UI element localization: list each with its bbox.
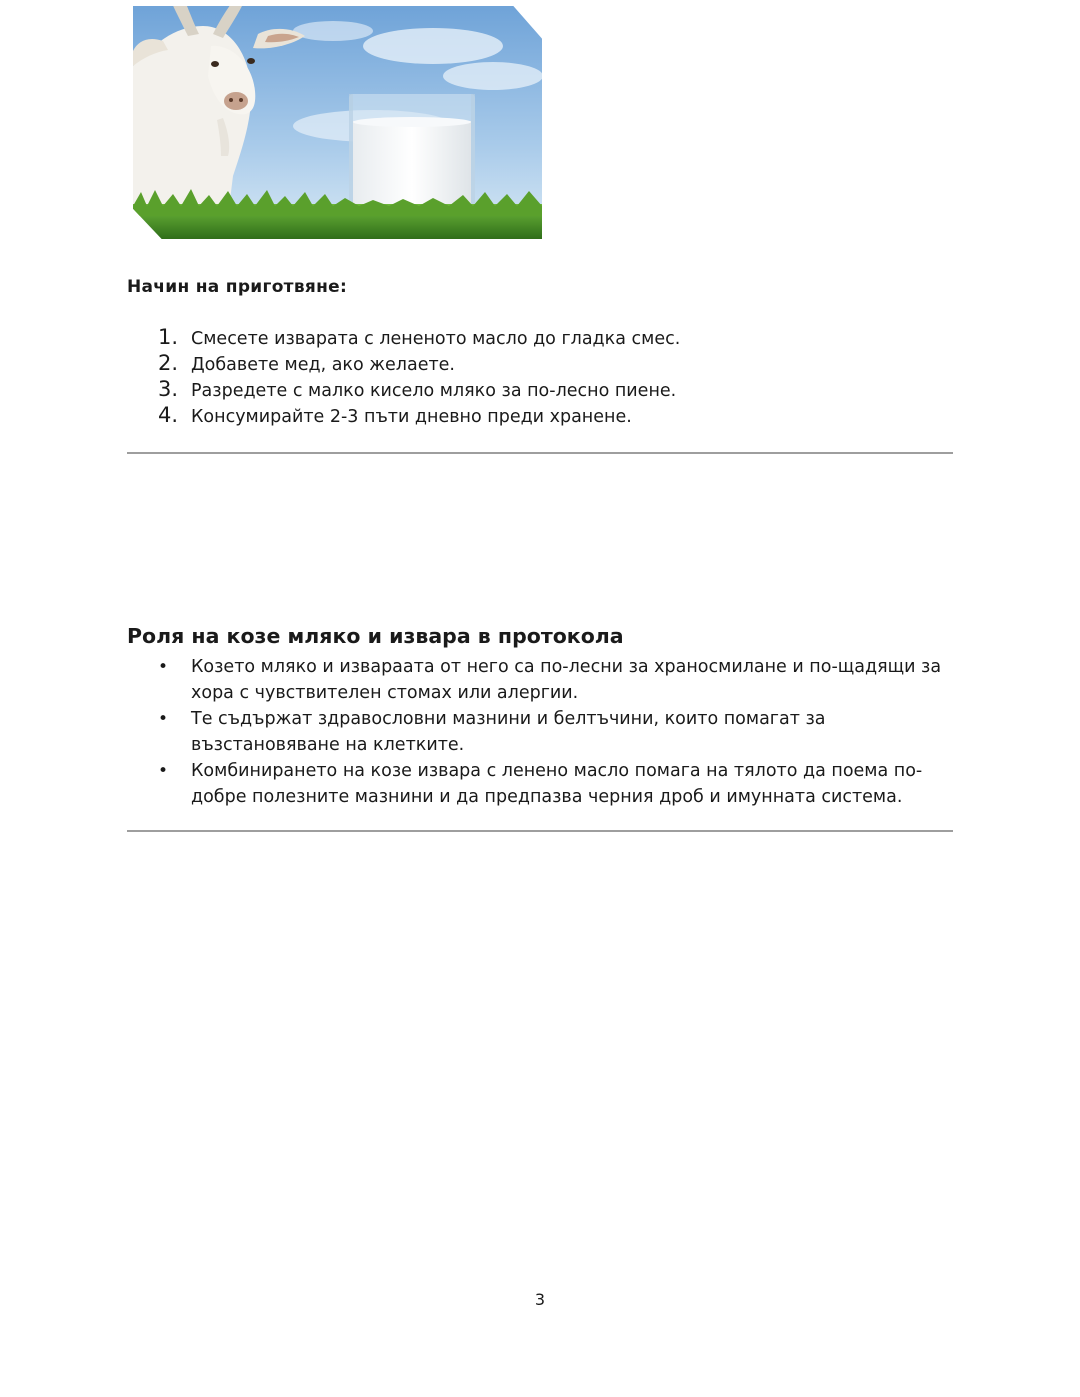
- step-text: Добавете мед, ако желаете.: [191, 355, 455, 375]
- role-title: Роля на козе мляко и извара в протокола: [127, 624, 624, 648]
- step-number: 3.: [158, 377, 179, 401]
- list-item: [158, 654, 948, 706]
- list-item: [158, 377, 680, 403]
- step-text: Разредете с малко кисело мляко за по-лесно пиене.: [191, 381, 677, 401]
- list-item: [158, 325, 680, 351]
- bullet-icon: •: [158, 709, 169, 729]
- goat-milk-illustration: [133, 6, 542, 239]
- step-number: 4.: [158, 403, 179, 427]
- step-text: Консумирайте 2-3 пъти дневно преди хранене.: [191, 407, 632, 427]
- step-number: 1.: [158, 325, 179, 349]
- list-item: [158, 351, 680, 377]
- list-item: [158, 758, 948, 810]
- bullet-text: Комбинирането на козе извара с ленено масло помага на тялото да поема по-добре полезните мазнини и да предпазва черния дроб и имунната система.: [191, 761, 923, 807]
- bullet-text: Те съдържат здравословни мазнини и белтъчини, които помагат за възстановяване на клетките.: [191, 709, 826, 755]
- bullet-text: Козето мляко и извараата от него са по-лесни за храносмилане и по-щадящи за хора с чувствителен стомах или алергии.: [191, 657, 942, 703]
- preparation-title: Начин на приготвяне:: [127, 277, 348, 297]
- step-text: Смесете изварата с лененото масло до гладка смес.: [191, 329, 681, 349]
- list-item: [158, 706, 948, 758]
- list-item: [158, 403, 680, 429]
- section-divider: [127, 830, 953, 832]
- bullet-icon: •: [158, 657, 169, 677]
- goat-milk-image: [133, 6, 542, 239]
- section-divider: [127, 452, 953, 454]
- preparation-steps: [158, 325, 680, 429]
- step-number: 2.: [158, 351, 179, 375]
- role-bullets: [158, 654, 948, 810]
- page-number: 3: [534, 1290, 546, 1309]
- bullet-icon: •: [158, 761, 169, 781]
